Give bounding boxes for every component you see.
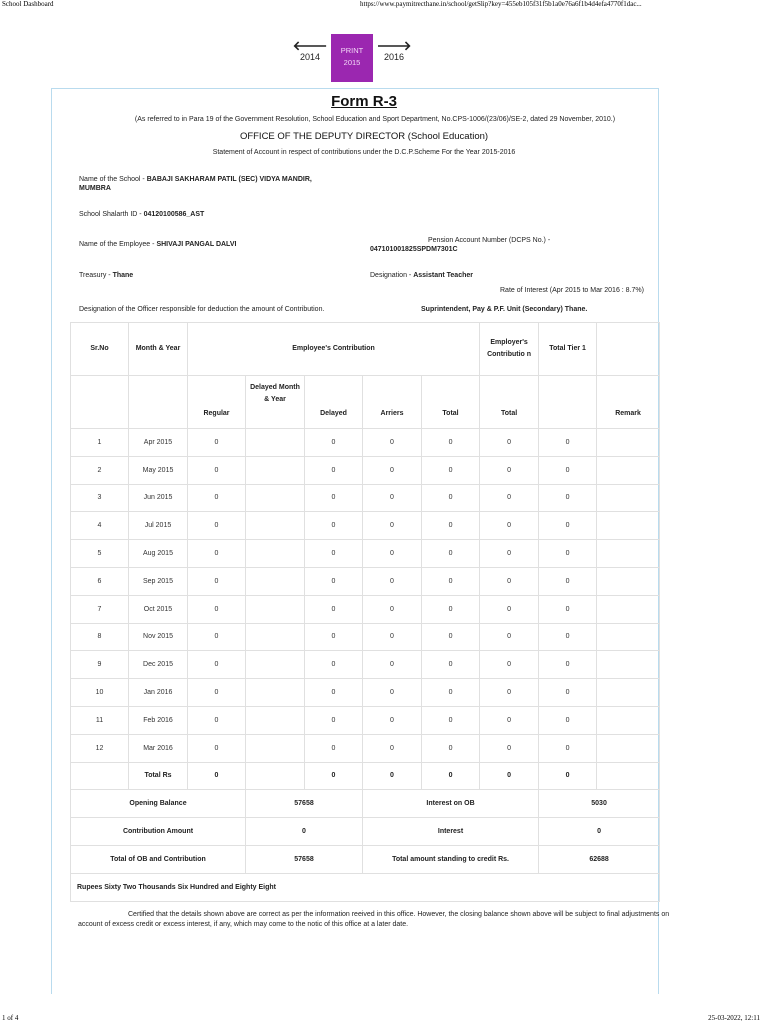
col-header-blank <box>597 323 660 376</box>
col-header-delayed-month-year: Delayed Month & Year <box>246 376 305 429</box>
page-indicator: 1 of 4 <box>2 1014 19 1022</box>
cell-employer-total: 0 <box>480 623 539 651</box>
cell-delayed: 0 <box>305 706 363 734</box>
pension-account: Pension Account Number (DCPS No.) - 047101001825SPDM7301C <box>370 237 551 253</box>
prev-year-button[interactable] <box>290 40 330 62</box>
prev-year-label: 2014 <box>299 52 321 62</box>
cell-arriers: 0 <box>363 429 422 457</box>
cell-regular: 0 <box>188 540 246 568</box>
cell-remark <box>597 429 660 457</box>
table-row <box>71 623 660 651</box>
totals-label: Total Rs <box>129 762 188 790</box>
cell-sr: 9 <box>71 651 129 679</box>
page-url: https://www.paymitrecthane.in/school/getSlip?key=455eb105f31f5b1a0e76a6f1b4d4efa4770f1dac... <box>360 0 642 8</box>
cell-arriers: 0 <box>363 595 422 623</box>
table-cell <box>597 762 660 790</box>
cell-regular: 0 <box>188 734 246 762</box>
next-year-label: 2016 <box>383 52 405 62</box>
print-label: PRINT <box>340 46 364 55</box>
cell-employer-total: 0 <box>480 651 539 679</box>
cell-delayed: 0 <box>305 651 363 679</box>
designation: Designation - Assistant Teacher <box>370 272 473 279</box>
cell-delayed-month <box>246 540 305 568</box>
col-header-total: Total <box>422 376 480 429</box>
cell-arriers: 0 <box>363 456 422 484</box>
cell-employer-total: 0 <box>480 512 539 540</box>
cell-sr: 4 <box>71 512 129 540</box>
shalarth-id: School Shalarth ID - 04120100586_AST <box>79 211 205 218</box>
cell-employer-total: 0 <box>480 484 539 512</box>
cell-delayed-month <box>246 484 305 512</box>
cell-delayed-month <box>246 679 305 707</box>
totals-total: 0 <box>422 762 480 790</box>
current-year-label: 2015 <box>343 58 361 67</box>
total-credit-label: Total amount standing to credit Rs. <box>363 845 539 873</box>
cell-arriers: 0 <box>363 540 422 568</box>
interest-on-ob-value: 5030 <box>539 790 660 818</box>
table-row <box>71 651 660 679</box>
cell-regular: 0 <box>188 706 246 734</box>
cell-delayed: 0 <box>305 512 363 540</box>
year-navigation <box>290 34 410 82</box>
summary-row-contribution <box>71 818 660 846</box>
cell-tier1: 0 <box>539 567 597 595</box>
cell-sr: 5 <box>71 540 129 568</box>
col-subheader-blank <box>129 376 188 429</box>
col-header-employer-contribution: Employer's Contributio n <box>480 323 539 376</box>
cell-arriers: 0 <box>363 512 422 540</box>
next-year-button[interactable] <box>374 40 414 62</box>
cell-remark <box>597 484 660 512</box>
col-header-month-year: Month & Year <box>129 323 188 376</box>
cell-tier1: 0 <box>539 595 597 623</box>
cell-month: Aug 2015 <box>129 540 188 568</box>
cell-employer-total: 0 <box>480 706 539 734</box>
summary-row-opening <box>71 790 660 818</box>
cell-delayed-month <box>246 567 305 595</box>
total-ob-contribution-value: 57658 <box>246 845 363 873</box>
cell-remark <box>597 623 660 651</box>
cell-delayed: 0 <box>305 429 363 457</box>
cell-employer-total: 0 <box>480 429 539 457</box>
cell-total: 0 <box>422 623 480 651</box>
cell-tier1: 0 <box>539 512 597 540</box>
cell-remark <box>597 567 660 595</box>
cell-employer-total: 0 <box>480 595 539 623</box>
cell-month: May 2015 <box>129 456 188 484</box>
cell-sr: 8 <box>71 623 129 651</box>
print-footer <box>0 1012 768 1024</box>
form-title: Form R-3 <box>331 93 397 110</box>
cell-sr: 11 <box>71 706 129 734</box>
amount-in-words: Rupees Sixty Two Thousands Six Hundred and Eighty Eight <box>71 873 660 901</box>
cell-month: Oct 2015 <box>129 595 188 623</box>
interest-label: Interest <box>363 818 539 846</box>
opening-balance-label: Opening Balance <box>71 790 246 818</box>
print-header <box>0 0 768 10</box>
cell-employer-total: 0 <box>480 567 539 595</box>
cell-month: Jun 2015 <box>129 484 188 512</box>
cell-tier1: 0 <box>539 651 597 679</box>
arrow-right-icon: 🡒 <box>376 38 412 53</box>
rate-of-interest: Rate of Interest (Apr 2015 to Mar 2016 : 8.7%) <box>500 287 644 294</box>
cell-regular: 0 <box>188 456 246 484</box>
cell-remark <box>597 734 660 762</box>
cell-tier1: 0 <box>539 706 597 734</box>
cell-sr: 7 <box>71 595 129 623</box>
table-row <box>71 512 660 540</box>
statement-title: Statement of Account in respect of contributions under the D.C.P.Scheme For the Year 2015-2016 <box>212 149 516 156</box>
cell-sr: 1 <box>71 429 129 457</box>
officer-label: Designation of the Officer responsible for deduction the amount of Contribution. <box>79 306 325 313</box>
cell-month: Dec 2015 <box>129 651 188 679</box>
cell-delayed-month <box>246 651 305 679</box>
summary-row-total <box>71 845 660 873</box>
col-header-sr-no: Sr.No <box>71 323 129 376</box>
cell-regular: 0 <box>188 429 246 457</box>
treasury: Treasury - Thane <box>79 272 134 279</box>
contribution-table <box>70 322 660 902</box>
cell-total: 0 <box>422 567 480 595</box>
cell-sr: 6 <box>71 567 129 595</box>
total-credit-value: 62688 <box>539 845 660 873</box>
col-header-employer-total: Total <box>480 376 539 429</box>
cell-delayed-month <box>246 429 305 457</box>
cell-total: 0 <box>422 512 480 540</box>
cell-tier1: 0 <box>539 679 597 707</box>
certification-text: Certified that the details shown above are correct as per the information reeived in this office. However, the closing balance shown above will be subject to final adjustments on account of excess credit or excess interest, if any, which may come to the notic of this office at a later date. <box>78 911 670 928</box>
totals-row <box>71 762 660 790</box>
cell-delayed: 0 <box>305 734 363 762</box>
cell-total: 0 <box>422 595 480 623</box>
cell-total: 0 <box>422 651 480 679</box>
cell-remark <box>597 595 660 623</box>
table-row <box>71 540 660 568</box>
cell-regular: 0 <box>188 512 246 540</box>
employee-name: Name of the Employee - SHIVAJI PANGAL DALVI <box>79 241 237 248</box>
cell-total: 0 <box>422 456 480 484</box>
opening-balance-value: 57658 <box>246 790 363 818</box>
cell-tier1: 0 <box>539 429 597 457</box>
cell-sr: 12 <box>71 734 129 762</box>
cell-total: 0 <box>422 706 480 734</box>
cell-delayed-month <box>246 456 305 484</box>
cell-delayed: 0 <box>305 623 363 651</box>
cell-total: 0 <box>422 734 480 762</box>
cell-delayed-month <box>246 512 305 540</box>
cell-delayed-month <box>246 706 305 734</box>
cell-delayed: 0 <box>305 679 363 707</box>
col-header-regular: Regular <box>188 376 246 429</box>
cell-delayed: 0 <box>305 595 363 623</box>
table-cell <box>246 762 305 790</box>
cell-month: Mar 2016 <box>129 734 188 762</box>
cell-total: 0 <box>422 679 480 707</box>
table-cell <box>71 762 129 790</box>
header-row-1 <box>71 323 660 376</box>
contribution-amount-value: 0 <box>246 818 363 846</box>
totals-arriers: 0 <box>363 762 422 790</box>
cell-arriers: 0 <box>363 651 422 679</box>
cell-month: Jul 2015 <box>129 512 188 540</box>
cell-total: 0 <box>422 484 480 512</box>
cell-regular: 0 <box>188 595 246 623</box>
page-title: School Dashboard <box>2 0 54 8</box>
cell-sr: 10 <box>71 679 129 707</box>
print-button[interactable] <box>331 34 373 82</box>
table-row <box>71 484 660 512</box>
cell-arriers: 0 <box>363 623 422 651</box>
totals-tier1: 0 <box>539 762 597 790</box>
cell-sr: 2 <box>71 456 129 484</box>
table-row <box>71 567 660 595</box>
table-row <box>71 679 660 707</box>
contribution-amount-label: Contribution Amount <box>71 818 246 846</box>
print-datetime: 25-03-2022, 12:11 <box>708 1014 760 1022</box>
cell-tier1: 0 <box>539 456 597 484</box>
cell-delayed: 0 <box>305 567 363 595</box>
cell-employer-total: 0 <box>480 456 539 484</box>
cell-arriers: 0 <box>363 679 422 707</box>
table-row <box>71 595 660 623</box>
cell-employer-total: 0 <box>480 540 539 568</box>
cell-tier1: 0 <box>539 734 597 762</box>
table-row <box>71 429 660 457</box>
cell-regular: 0 <box>188 651 246 679</box>
officer-value: Suprintendent, Pay & P.F. Unit (Secondary) Thane. <box>421 306 588 313</box>
cell-total: 0 <box>422 429 480 457</box>
cell-month: Feb 2016 <box>129 706 188 734</box>
cell-remark <box>597 651 660 679</box>
cell-remark <box>597 706 660 734</box>
cell-delayed: 0 <box>305 456 363 484</box>
cell-employer-total: 0 <box>480 679 539 707</box>
cell-month: Jan 2016 <box>129 679 188 707</box>
col-header-delayed: Delayed <box>305 376 363 429</box>
school-name: Name of the School - BABAJI SAKHARAM PATIL (SEC) VIDYA MANDIR, MUMBRA <box>79 176 312 192</box>
totals-employer-total: 0 <box>480 762 539 790</box>
cell-tier1: 0 <box>539 484 597 512</box>
cell-regular: 0 <box>188 484 246 512</box>
cell-delayed-month <box>246 734 305 762</box>
total-ob-contribution-label: Total of OB and Contribution <box>71 845 246 873</box>
cell-remark <box>597 540 660 568</box>
totals-regular: 0 <box>188 762 246 790</box>
cell-remark <box>597 512 660 540</box>
cell-remark <box>597 456 660 484</box>
cell-arriers: 0 <box>363 567 422 595</box>
cell-arriers: 0 <box>363 734 422 762</box>
gr-reference: (As referred to in Para 19 of the Government Resolution, School Education and Sport Department, No.CPS-1006/(23/06)/SE-2, dated 29 November, 2010.) <box>134 116 616 123</box>
office-name: OFFICE OF THE DEPUTY DIRECTOR (School Education) <box>239 131 489 142</box>
cell-tier1: 0 <box>539 540 597 568</box>
cell-delayed: 0 <box>305 484 363 512</box>
cell-total: 0 <box>422 540 480 568</box>
cell-regular: 0 <box>188 567 246 595</box>
cell-regular: 0 <box>188 679 246 707</box>
col-header-arriers: Arriers <box>363 376 422 429</box>
totals-delayed: 0 <box>305 762 363 790</box>
interest-on-ob-label: Interest on OB <box>363 790 539 818</box>
cell-delayed-month <box>246 595 305 623</box>
cell-arriers: 0 <box>363 484 422 512</box>
arrow-left-icon: 🡐 <box>292 38 328 53</box>
cell-remark <box>597 679 660 707</box>
table-row <box>71 734 660 762</box>
cell-regular: 0 <box>188 623 246 651</box>
cell-delayed-month <box>246 623 305 651</box>
col-subheader-blank <box>71 376 129 429</box>
cell-delayed: 0 <box>305 540 363 568</box>
table-row <box>71 456 660 484</box>
cell-tier1: 0 <box>539 623 597 651</box>
header-row-2 <box>71 376 660 429</box>
cell-month: Nov 2015 <box>129 623 188 651</box>
cell-month: Apr 2015 <box>129 429 188 457</box>
cell-sr: 3 <box>71 484 129 512</box>
amount-in-words-row <box>71 873 660 901</box>
interest-value: 0 <box>539 818 660 846</box>
table-row <box>71 706 660 734</box>
col-header-remark: Remark <box>597 376 660 429</box>
col-header-employee-contribution: Employee's Contribution <box>188 323 480 376</box>
col-header-total-tier1: Total Tier 1 <box>539 323 597 376</box>
col-subheader-blank <box>539 376 597 429</box>
cell-employer-total: 0 <box>480 734 539 762</box>
cell-month: Sep 2015 <box>129 567 188 595</box>
cell-arriers: 0 <box>363 706 422 734</box>
